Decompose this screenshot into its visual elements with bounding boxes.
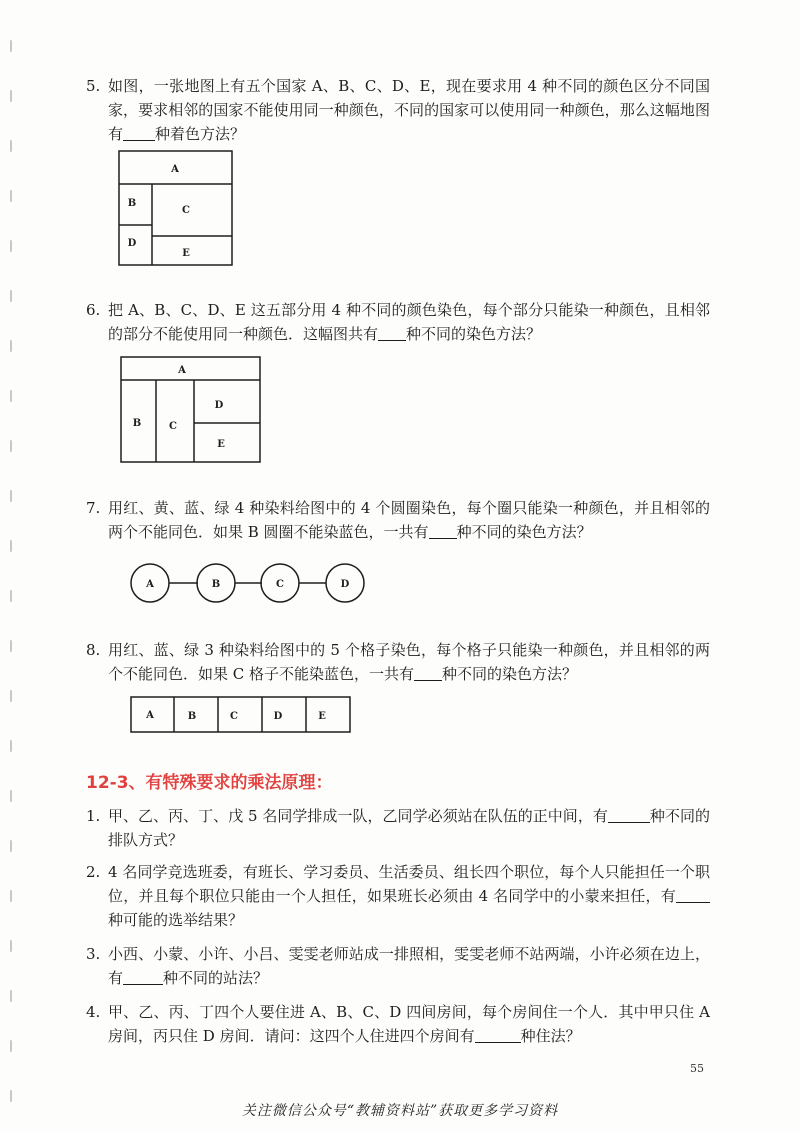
- figure-7-circles: [130, 562, 366, 604]
- region-label: E: [182, 248, 190, 259]
- answer-blank[interactable]: [608, 807, 650, 823]
- problem-5: [86, 74, 710, 146]
- problem-number: 7.: [86, 499, 101, 517]
- region-label: E: [217, 439, 225, 450]
- problem-text: 如图，一张地图上有五个国家 A、B、C、D、E，现在要求用 4 种不同的颜色区分不同国家，要求相邻的国家不能使用同一种颜色，不同的国家可以使用同一种颜色，那么这幅地图有 种着色方法？: [108, 77, 710, 143]
- section-problem-4: [86, 1000, 710, 1048]
- figure-5-map: [118, 150, 234, 268]
- section-problem-1: [86, 804, 710, 852]
- problem-8: [86, 638, 710, 686]
- figure-8-grid: [130, 696, 352, 734]
- figure-6-map: [120, 356, 262, 464]
- region-label: B: [127, 198, 137, 209]
- problem-text: 用红、蓝、绿 3 种染料给图中的 5 个格子染色，每个格子只能染一种颜色，并且相邻的两个不能同色．如果 C 格子不能染蓝色，一共有 种不同的染色方法？: [108, 641, 710, 683]
- region-label: C: [169, 421, 177, 432]
- problem-text: 甲、乙、丙、丁、戊 5 名同学排成一队，乙同学必须站在队伍的正中间，有 种不同的排队方式？: [108, 807, 710, 849]
- region-label: A: [171, 164, 179, 175]
- binding-holes: [8, 0, 18, 1131]
- circle-label: B: [211, 579, 221, 590]
- answer-blank[interactable]: [123, 969, 163, 985]
- problem-text: 小西、小蒙、小许、小吕、雯雯老师站成一排照相，雯雯老师不站两端，小许必须在边上，有 种不同的站法？: [108, 945, 710, 987]
- problem-number: 8.: [86, 641, 101, 659]
- circle-label: D: [340, 579, 350, 590]
- region-label: B: [132, 418, 142, 429]
- problem-7: [86, 496, 710, 544]
- cell-label: A: [146, 710, 154, 721]
- cell-label: E: [318, 711, 326, 722]
- answer-blank[interactable]: [676, 887, 710, 903]
- region-label: A: [178, 365, 186, 376]
- problem-number: 5.: [86, 77, 101, 95]
- section-title: 12-3、有特殊要求的乘法原理：: [86, 773, 333, 793]
- problem-number: 4.: [86, 1003, 101, 1021]
- problem-text: 甲、乙、丙、丁四个人要住进 A、B、C、D 四间房间，每个房间住一个人．其中甲只住 A 房间，丙只住 D 房间．请问：这四个人住进四个房间有 种住法？: [108, 1003, 710, 1045]
- problem-text: 4 名同学竞选班委，有班长、学习委员、生活委员、组长四个职位，每个人只能担任一个职位，并且每个职位只能由一个人担任，如果班长必须由 4 名同学中的小蒙来担任，有种可能的选举结果？: [108, 863, 710, 929]
- page-number: 55: [690, 1062, 704, 1075]
- footer-note: 关注微信公众号“教辅资料站”获取更多学习资料: [241, 1103, 559, 1119]
- answer-blank[interactable]: [123, 125, 155, 141]
- answer-blank[interactable]: [429, 523, 457, 539]
- problem-text: 用红、黄、蓝、绿 4 种染料给图中的 4 个圆圈染色，每个圈只能染一种颜色，并且相邻的两个不能同色．如果 B 圆圈不能染蓝色，一共有 种不同的染色方法？: [108, 499, 710, 541]
- region-label: D: [214, 400, 224, 411]
- cell-label: B: [187, 711, 197, 722]
- answer-blank[interactable]: [378, 325, 406, 341]
- section-problem-3: [86, 942, 710, 990]
- problem-text: 把 A、B、C、D、E 这五部分用 4 种不同的颜色染色，每个部分只能染一种颜色，且相邻的部分不能使用同一种颜色．这幅图共有 种不同的染色方法？: [108, 301, 710, 343]
- problem-6: [86, 298, 710, 346]
- region-label: D: [127, 238, 137, 249]
- cell-label: C: [230, 711, 238, 722]
- cell-label: D: [273, 711, 283, 722]
- problem-number: 3.: [86, 945, 101, 963]
- problem-number: 2.: [86, 863, 101, 881]
- answer-blank[interactable]: [475, 1027, 521, 1043]
- problem-number: 1.: [86, 807, 101, 825]
- circle-label: C: [276, 579, 284, 590]
- answer-blank[interactable]: [414, 665, 442, 681]
- circle-label: A: [146, 579, 154, 590]
- section-problem-2: [86, 860, 710, 932]
- region-label: C: [182, 205, 190, 216]
- problem-number: 6.: [86, 301, 101, 319]
